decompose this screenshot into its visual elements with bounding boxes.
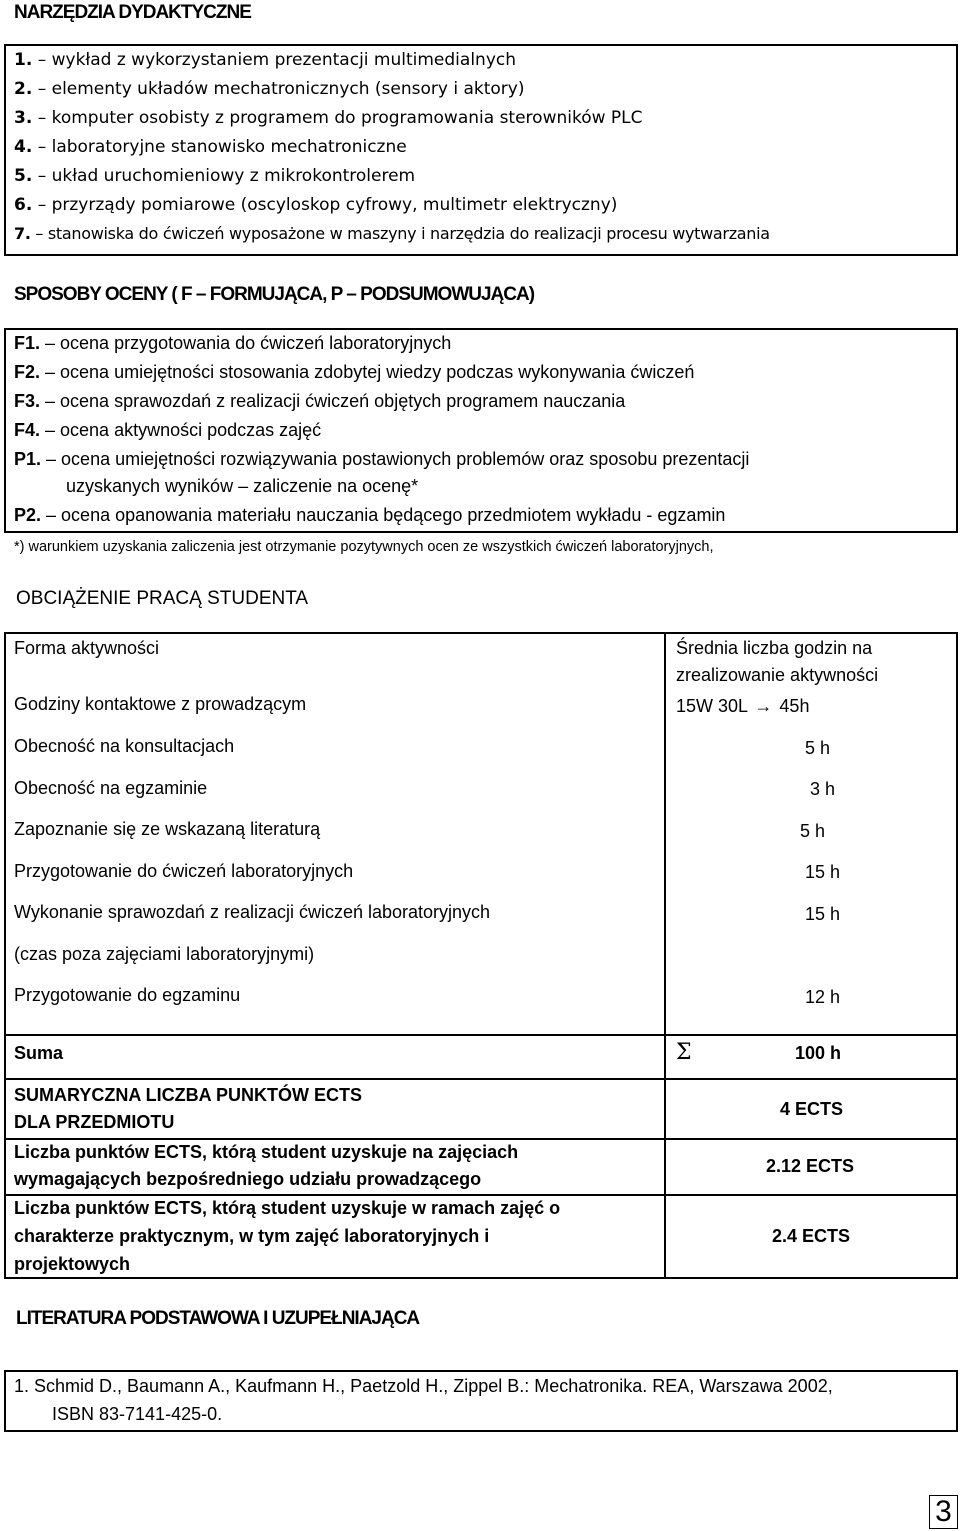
assessment-item: F4. – ocena aktywności podczas zajęć xyxy=(14,420,322,440)
row-label: Przygotowanie do egzaminu xyxy=(14,985,241,1005)
literature-heading: LITERATURA PODSTAWOWA I UZUPEŁNIAJĄCA xyxy=(16,1308,420,1329)
row-value: 12 h xyxy=(805,987,841,1007)
ects-divider xyxy=(4,1138,958,1140)
ects-label: charakterze praktycznym, w tym zajęć laboratoryjnych i xyxy=(14,1226,490,1246)
literature-entry-cont: ISBN 83-7141-425-0. xyxy=(52,1404,223,1424)
row-value: 15 h xyxy=(805,904,841,924)
ects-divider xyxy=(4,1078,958,1080)
ects-label: Liczba punktów ECTS, którą student uzyskuje na zajęciach xyxy=(14,1142,519,1162)
literature-entry: 1. Schmid D., Baumann A., Kaufmann H., Paetzold H., Zippel B.: Mechatronika. REA, Warszawa 2002, xyxy=(14,1376,833,1396)
tools-item: 5. – układ uruchomieniowy z mikrokontrolerem xyxy=(14,166,416,186)
ects-value: 4 ECTS xyxy=(780,1099,844,1119)
ects-label: DLA PRZEDMIOTU xyxy=(14,1112,175,1132)
sigma-icon: Σ xyxy=(676,1040,692,1065)
tools-item: 4. – laboratoryjne stanowisko mechatroniczne xyxy=(14,137,407,157)
row-label: Godziny kontaktowe z prowadzącym xyxy=(14,694,307,714)
ects-label: projektowych xyxy=(14,1254,131,1274)
assessment-item: F2. – ocena umiejętności stosowania zdobytej wiedzy podczas wykonywania ćwiczeń xyxy=(14,362,695,382)
ects-label: wymagających bezpośredniego udziału prowadzącego xyxy=(14,1169,482,1189)
row-value: 3 h xyxy=(810,779,836,799)
assessment-item: F3. – ocena sprawozdań z realizacji ćwiczeń objętych programem nauczania xyxy=(14,391,626,411)
arrow-right-icon: → xyxy=(754,696,773,716)
sum-label: Suma xyxy=(14,1043,64,1063)
tools-item: 6. – przyrządy pomiarowe (oscyloskop cyfrowy, multimetr elektryczny) xyxy=(14,195,618,215)
assessment-item: P1. – ocena umiejętności rozwiązywania postawionych problemów oraz sposobu prezentacji xyxy=(14,449,750,469)
row-label: (czas poza zajęciami laboratoryjnymi) xyxy=(14,944,315,964)
sum-value: 100 h xyxy=(795,1043,842,1063)
row-label: Obecność na egzaminie xyxy=(14,778,208,798)
assessment-item: uzyskanych wyników – zaliczenie na ocenę* xyxy=(66,476,419,496)
row-value: 5 h xyxy=(805,738,831,758)
row-value: 15W 30L → 45h xyxy=(676,696,810,716)
ects-divider xyxy=(4,1194,958,1196)
assessment-item: F1. – ocena przygotowania do ćwiczeń laboratoryjnych xyxy=(14,333,452,353)
sum-divider xyxy=(4,1034,958,1036)
assessment-item: P2. – ocena opanowania materiału nauczania będącego przedmiotem wykładu - egzamin xyxy=(14,505,726,525)
row-value: 15 h xyxy=(805,862,841,882)
ects-value: 2.12 ECTS xyxy=(766,1156,855,1176)
ects-label: Liczba punktów ECTS, którą student uzyskuje w ramach zajęć o xyxy=(14,1198,561,1218)
tools-item: 2. – elementy układów mechatronicznych (sensory i aktory) xyxy=(14,79,525,99)
workload-column-divider xyxy=(664,632,666,1279)
ects-label: SUMARYCZNA LICZBA PUNKTÓW ECTS xyxy=(14,1085,362,1105)
tools-item: 7. – stanowiska do ćwiczeń wyposażone w maszyny i narzędzia do realizacji procesu wytwarzania xyxy=(14,224,770,243)
ects-value: 2.4 ECTS xyxy=(772,1226,851,1246)
row-label: Obecność na konsultacjach xyxy=(14,736,235,756)
row-value: 5 h xyxy=(800,821,826,841)
row-label: Przygotowanie do ćwiczeń laboratoryjnych xyxy=(14,861,354,881)
tools-heading: NARZĘDZIA DYDAKTYCZNE xyxy=(14,2,251,23)
workload-heading: OBCIĄŻENIE PRACĄ STUDENTA xyxy=(16,588,309,609)
col2-header-line2: zrealizowanie aktywności xyxy=(676,665,879,685)
col1-header: Forma aktywności xyxy=(14,638,160,658)
tools-item: 3. – komputer osobisty z programem do programowania sterowników PLC xyxy=(14,108,643,128)
assessment-heading: SPOSOBY OCENY ( F – FORMUJĄCA, P – PODSUMOWUJĄCA) xyxy=(14,284,535,305)
assessment-footnote: *) warunkiem uzyskania zaliczenia jest otrzymanie pozytywnych ocen ze wszystkich ćwiczeń laboratoryjnych, xyxy=(14,539,714,555)
tools-item: 1. – wykład z wykorzystaniem prezentacji multimedialnych xyxy=(14,50,516,70)
page-number: 3 xyxy=(929,1495,958,1529)
col2-header-line1: Średnia liczba godzin na xyxy=(676,638,873,658)
row-label: Zapoznanie się ze wskazaną literaturą xyxy=(14,819,321,839)
row-label: Wykonanie sprawozdań z realizacji ćwiczeń laboratoryjnych xyxy=(14,902,491,922)
